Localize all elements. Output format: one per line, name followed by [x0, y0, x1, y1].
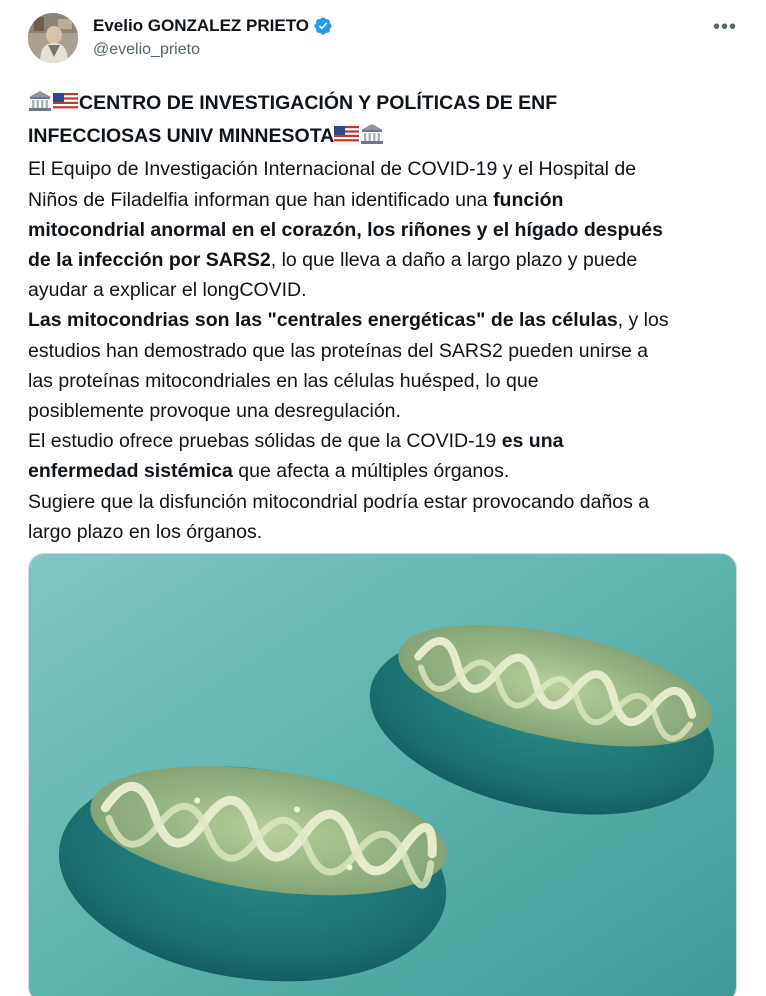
text-line	[28, 305, 740, 335]
bank-icon	[360, 123, 384, 154]
text-span: posiblemente provoque una desregulación.	[28, 400, 401, 423]
text-span: Niños de Filadelfia informan que han identificado una	[28, 188, 494, 211]
text-line	[28, 426, 740, 456]
display-name[interactable]: Evelio GONZALEZ PRIETO	[93, 16, 309, 35]
more-options-button[interactable]	[712, 14, 738, 40]
bold-span: mitocondrial anormal en el corazón, los riñones y el hígado después	[28, 218, 663, 241]
tweet-heading-line	[28, 88, 740, 121]
text-line	[28, 154, 740, 184]
bold-span: Las mitocondrias son las "centrales energéticas" de las células	[28, 309, 618, 332]
text-line	[28, 336, 740, 366]
verified-badge-icon	[313, 16, 333, 36]
bank-icon	[28, 90, 52, 121]
avatar[interactable]	[28, 13, 78, 63]
text-line	[28, 215, 740, 245]
mitochondria-image	[29, 554, 737, 996]
tweet-text	[28, 88, 740, 547]
bold-span: enfermedad sistémica	[28, 460, 233, 483]
bold-span: es una	[501, 430, 564, 453]
text-line	[28, 275, 740, 305]
text-span: El Equipo de Investigación Internacional de COVID-19 y el Hospital de	[28, 158, 637, 181]
text-span: estudios han demostrado que las proteínas del SARS2 pueden unirse a	[28, 339, 649, 362]
tweet-media-image[interactable]	[28, 553, 737, 996]
text-span: , lo que lleva a daño a largo plazo y puede	[270, 249, 638, 272]
tweet-heading-line	[28, 121, 740, 154]
us-flag-icon	[53, 91, 78, 121]
text-span: Sugiere que la disfunción mitocondrial podría estar provocando daños a	[28, 490, 650, 513]
bold-span: de la infección por SARS2	[28, 249, 271, 272]
text-span: largo plazo en los órganos.	[28, 520, 263, 543]
heading-text-1: CENTRO DE INVESTIGACIÓN Y POLÍTICAS DE ENF	[79, 92, 558, 114]
author-handle[interactable]: @evelio_prieto	[93, 41, 200, 58]
text-line	[28, 456, 740, 486]
text-line	[28, 185, 740, 215]
more-icon: •••	[712, 16, 737, 38]
text-line	[28, 366, 740, 396]
text-line	[28, 517, 740, 547]
text-span: ayudar a explicar el longCOVID.	[28, 279, 307, 302]
text-span: que afecta a múltiples órganos.	[232, 460, 510, 483]
us-flag-icon	[334, 124, 359, 154]
author-name-row[interactable]	[93, 14, 333, 38]
heading-text-2: INFECCIOSAS UNIV MINNESOTA	[28, 125, 335, 148]
text-span: las proteínas mitocondriales en las células huésped, lo que	[28, 369, 539, 392]
text-line	[28, 396, 740, 426]
text-line	[28, 487, 740, 517]
text-span: , y los	[617, 309, 669, 332]
text-line	[28, 245, 740, 275]
text-span: El estudio ofrece pruebas sólidas de que la COVID-19	[28, 430, 502, 453]
bold-span: función	[493, 188, 564, 211]
